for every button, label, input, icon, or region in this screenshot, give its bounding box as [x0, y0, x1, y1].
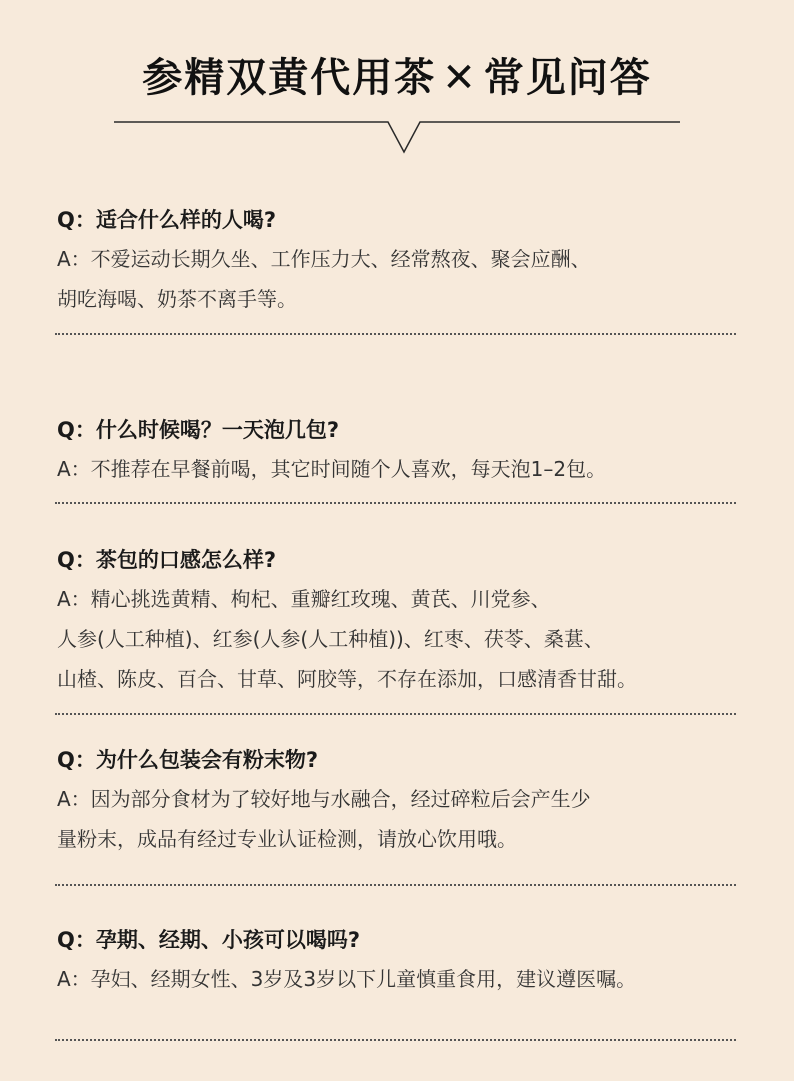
- faq-answer-line: A：孕妇、经期女性、3岁及3岁以下儿童慎重食用，建议遵医嘱。: [57, 967, 637, 991]
- faq-answer-line: 胡吃海喝、奶茶不离手等。: [57, 287, 297, 311]
- faq-question: Q：为什么包装会有粉末物?: [57, 748, 319, 772]
- page-title: [0, 50, 794, 106]
- faq-answer-line: 山楂、陈皮、百合、甘草、阿胶等，不存在添加，口感清香甘甜。: [57, 667, 637, 691]
- faq-item-2: [57, 415, 737, 489]
- faq-answer-line: 人参(人工种植)、红参(人参(人工种植))、红枣、茯苓、桑葚、: [57, 627, 604, 651]
- faq-answer-line: 量粉末，成品有经过专业认证检测，请放心饮用哦。: [57, 827, 517, 851]
- faq-item-1: [57, 205, 737, 319]
- dotted-separator: [55, 1039, 736, 1041]
- faq-item-3: [57, 545, 737, 699]
- cross-icon: ✕: [442, 55, 478, 101]
- dotted-separator: [55, 502, 736, 504]
- faq-question: Q：什么时候喝？一天泡几包?: [57, 418, 340, 442]
- faq-answer-line: A：精心挑选黄精、枸杞、重瓣红玫瑰、黄芪、川党参、: [57, 587, 551, 611]
- faq-item-5: [57, 925, 737, 999]
- faq-question: Q：孕期、经期、小孩可以喝吗?: [57, 928, 361, 952]
- title-divider: [114, 112, 680, 156]
- dotted-separator: [55, 713, 736, 715]
- dotted-separator: [55, 884, 736, 886]
- title-right: 常见问答: [483, 55, 652, 101]
- faq-answer-line: A：不爱运动长期久坐、工作压力大、经常熬夜、聚会应酬、: [57, 247, 591, 271]
- faq-answer-line: A：因为部分食材为了较好地与水融合，经过碎粒后会产生少: [57, 787, 591, 811]
- title-left: 参精双黄代用茶: [142, 55, 437, 101]
- faq-question: Q：茶包的口感怎么样?: [57, 548, 277, 572]
- faq-item-4: [57, 745, 737, 859]
- dotted-separator: [55, 333, 736, 335]
- faq-answer-line: A：不推荐在早餐前喝，其它时间随个人喜欢，每天泡1–2包。: [57, 457, 607, 481]
- faq-question: Q：适合什么样的人喝?: [57, 208, 277, 232]
